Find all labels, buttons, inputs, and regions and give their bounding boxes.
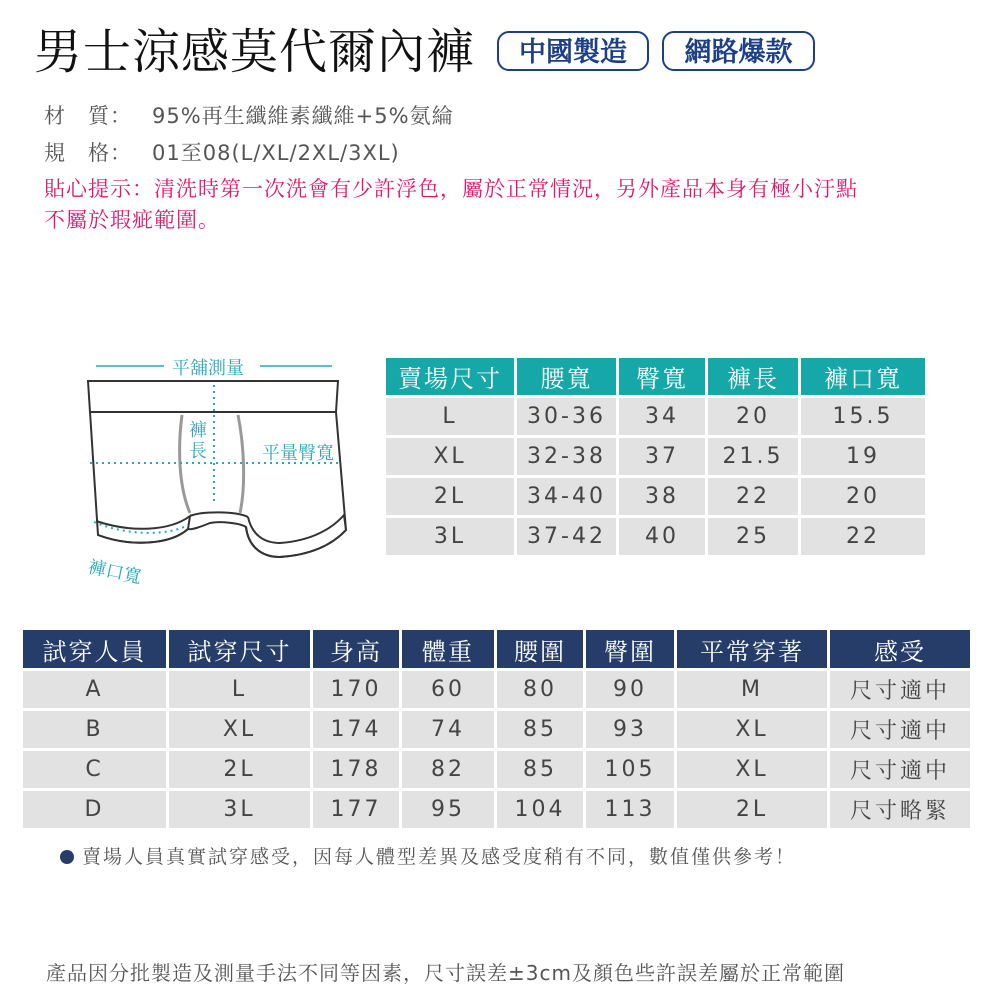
length-label-bottom: 長 — [189, 441, 207, 462]
material-value: 95%再生纖維素纖維+5%氨綸 — [152, 104, 454, 128]
hip-width-label: 平量臀寬 — [262, 443, 334, 464]
table-cell: 38 — [619, 478, 705, 515]
table-cell: 74 — [402, 711, 494, 748]
size-table-header — [386, 358, 925, 395]
material-line — [44, 101, 454, 131]
size-header-cell: 褲長 — [708, 358, 798, 395]
table-cell: A — [23, 671, 166, 708]
footer-disclaimer: 產品因分批製造及測量手法不同等因素，尺寸誤差±3cm及顏色些許誤差屬於正常範圍 — [46, 961, 845, 985]
table-cell: 19 — [801, 438, 925, 475]
table-cell: 尺寸適中 — [830, 711, 970, 748]
fitting-note-text: 賣場人員真實試穿感受，因每人體型差異及感受度稍有不同，數值僅供參考！ — [82, 846, 797, 868]
length-label-top: 褲 — [189, 420, 207, 441]
table-cell: 25 — [708, 518, 798, 555]
table-cell: 22 — [801, 518, 925, 555]
size-spec-value: 01至08(L/XL/2XL/3XL) — [152, 141, 400, 165]
fitting-header-cell: 體重 — [402, 630, 494, 668]
table-cell: XL — [386, 438, 514, 475]
size-header-cell: 褲口寬 — [801, 358, 925, 395]
table-cell: 30-36 — [517, 398, 616, 435]
size-table — [383, 355, 928, 558]
table-row — [23, 751, 970, 788]
table-cell: XL — [677, 711, 827, 748]
table-cell: 174 — [313, 711, 399, 748]
fitting-note — [60, 842, 796, 869]
table-row — [386, 438, 925, 475]
table-cell: 尺寸適中 — [830, 671, 970, 708]
fitting-header-cell: 試穿尺寸 — [169, 630, 310, 668]
table-cell: 80 — [497, 671, 583, 708]
size-spec-label: 規 格： — [44, 141, 132, 165]
table-cell: 85 — [497, 711, 583, 748]
table-cell: 尺寸略緊 — [830, 791, 970, 828]
table-row — [23, 711, 970, 748]
table-row — [23, 791, 970, 828]
table-cell: 85 — [497, 751, 583, 788]
table-cell: C — [23, 751, 166, 788]
table-cell: 82 — [402, 751, 494, 788]
table-cell: 178 — [313, 751, 399, 788]
material-label: 材 質： — [44, 104, 132, 128]
table-cell: 37 — [619, 438, 705, 475]
fitting-table — [20, 627, 973, 831]
table-cell: B — [23, 711, 166, 748]
underwear-measurement-diagram — [60, 345, 360, 590]
table-cell: 93 — [586, 711, 674, 748]
table-cell: 37-42 — [517, 518, 616, 555]
table-cell: 15.5 — [801, 398, 925, 435]
table-cell: 32-38 — [517, 438, 616, 475]
bullet-dot-icon — [60, 850, 74, 864]
table-cell: XL — [677, 751, 827, 788]
table-row — [386, 478, 925, 515]
table-row — [23, 671, 970, 708]
care-tip-line-1: 貼心提示：清洗時第一次洗會有少許浮色，屬於正常情況，另外產品本身有極小汙點 — [44, 177, 858, 201]
table-cell: L — [386, 398, 514, 435]
table-row — [386, 398, 925, 435]
size-header-cell: 賣場尺寸 — [386, 358, 514, 395]
page-title: 男士涼感莫代爾內褲 — [34, 24, 476, 80]
table-cell: L — [169, 671, 310, 708]
table-cell: 90 — [586, 671, 674, 708]
care-tip-line-2: 不屬於瑕疵範圍。 — [44, 208, 220, 232]
size-header-cell: 腰寬 — [517, 358, 616, 395]
table-cell: 60 — [402, 671, 494, 708]
size-spec-line — [44, 138, 400, 168]
table-cell: 95 — [402, 791, 494, 828]
table-cell: 3L — [169, 791, 310, 828]
table-cell: 104 — [497, 791, 583, 828]
fitting-header-cell: 感受 — [830, 630, 970, 668]
leg-opening-label: 褲口寬 — [86, 556, 144, 589]
table-cell: 20 — [801, 478, 925, 515]
table-cell: 2L — [677, 791, 827, 828]
flat-measure-label: 平舖測量 — [172, 358, 244, 379]
fitting-header-cell: 臀圍 — [586, 630, 674, 668]
table-cell: 尺寸適中 — [830, 751, 970, 788]
size-header-cell: 臀寬 — [619, 358, 705, 395]
table-cell: M — [677, 671, 827, 708]
table-cell: 22 — [708, 478, 798, 515]
bestseller-badge: 網路爆款 — [662, 31, 815, 71]
table-cell: 105 — [586, 751, 674, 788]
table-cell: 34 — [619, 398, 705, 435]
table-cell: 2L — [386, 478, 514, 515]
table-cell: 3L — [386, 518, 514, 555]
fitting-header-cell: 腰圍 — [497, 630, 583, 668]
table-cell: 34-40 — [517, 478, 616, 515]
fitting-table-header — [23, 630, 970, 668]
table-cell: XL — [169, 711, 310, 748]
made-in-china-badge: 中國製造 — [497, 31, 649, 71]
table-cell: 20 — [708, 398, 798, 435]
table-cell: 113 — [586, 791, 674, 828]
fitting-header-cell: 平常穿著 — [677, 630, 827, 668]
fitting-header-cell: 身高 — [313, 630, 399, 668]
table-row — [386, 518, 925, 555]
table-cell: 170 — [313, 671, 399, 708]
table-cell: 21.5 — [708, 438, 798, 475]
table-cell: 40 — [619, 518, 705, 555]
table-cell: 2L — [169, 751, 310, 788]
fitting-header-cell: 試穿人員 — [23, 630, 166, 668]
table-cell: 177 — [313, 791, 399, 828]
table-cell: D — [23, 791, 166, 828]
